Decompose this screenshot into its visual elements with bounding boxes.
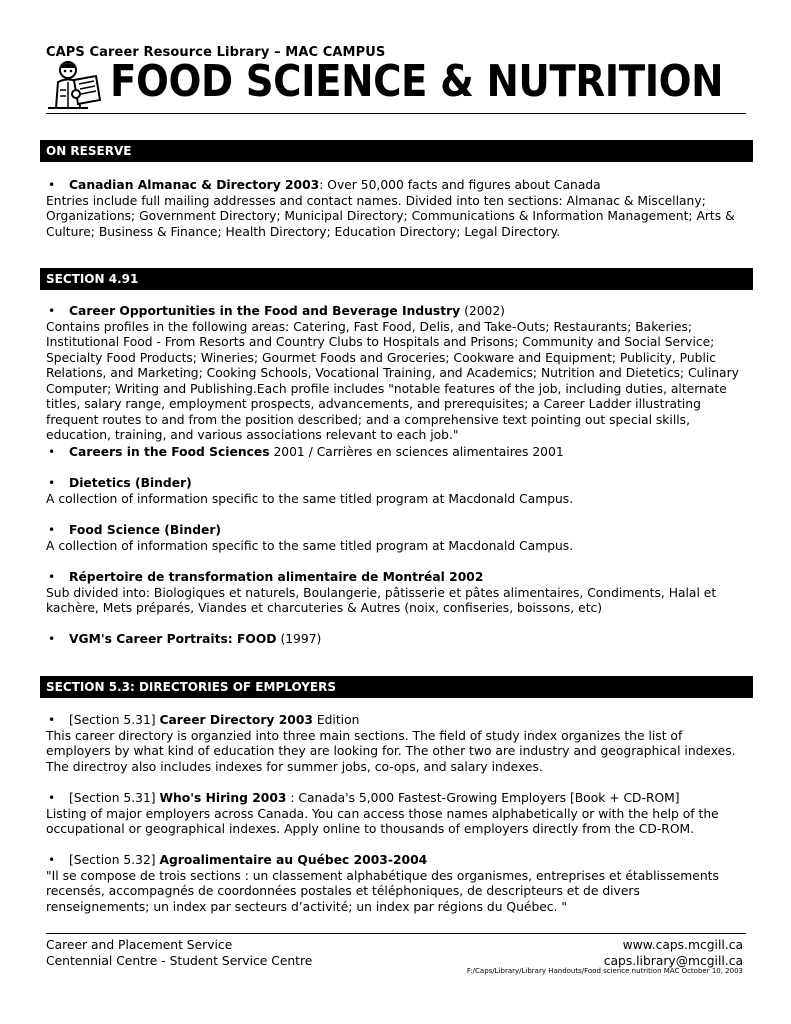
footer-divider xyxy=(46,933,746,934)
title-divider xyxy=(46,113,746,114)
item-title: Career Directory 2003 xyxy=(159,713,313,727)
item-description: Sub divided into: Biologiques et naturels, Boulangerie, pâtisserie et pâtes alimentaires, Condiments, Halal et kachère, Mets préparés, Viandes et charcuteries & Autres (noix, confiseries, boissons, etc) xyxy=(46,585,717,615)
item-prefix: [Section 5.31] xyxy=(69,713,160,727)
item-description: Entries include full mailing addresses and contact names. Divided into ten sections: Almanac & Miscellany; Organizations; Government Directory; Municipal Directory; Communications & Information Management; Arts & Culture; Business & Finance; Health Directory; Education Directory; Legal Directory. xyxy=(46,193,735,239)
person-reading-book-icon xyxy=(44,58,104,110)
item-description: A collection of information specific to the same titled program at Macdonald Campus. xyxy=(46,538,574,553)
list-item xyxy=(46,853,746,915)
item-title: Répertoire de transformation alimentaire de Montréal 2002 xyxy=(69,570,484,584)
bullet-icon: • xyxy=(48,632,56,646)
item-prefix: [Section 5.31] xyxy=(69,791,160,805)
item-prefix: [Section 5.32] xyxy=(69,853,160,867)
footer-website-link[interactable]: www.caps.mcgill.ca xyxy=(622,938,743,952)
item-suffix: Edition xyxy=(312,713,360,727)
list-item xyxy=(46,476,746,507)
item-title: Career Opportunities in the Food and Beverage Industry xyxy=(69,304,461,318)
item-suffix: (1997) xyxy=(276,632,322,646)
item-title: Food Science (Binder) xyxy=(69,523,222,537)
section-heading-5-3: SECTION 5.3: DIRECTORIES OF EMPLOYERS xyxy=(40,676,753,698)
list-item xyxy=(46,713,746,775)
bullet-icon: • xyxy=(48,304,56,318)
section-heading-reserve: ON RESERVE xyxy=(40,140,753,162)
bullet-icon: • xyxy=(48,476,56,490)
bullet-icon: • xyxy=(48,570,56,584)
bullet-icon: • xyxy=(48,713,56,727)
item-title: Who's Hiring 2003 xyxy=(159,791,287,805)
footer-file-path: F:/Caps/Library/Library Handouts/Food science nutrition MAC October 10, 2003 xyxy=(466,967,743,975)
list-item xyxy=(46,632,746,648)
section-heading-4-91: SECTION 4.91 xyxy=(40,268,753,290)
item-suffix: : Canada's 5,000 Fastest-Growing Employers [Book + CD-ROM] xyxy=(286,791,680,805)
page-title: FOOD SCIENCE & NUTRITION xyxy=(110,56,724,107)
list-item xyxy=(46,445,746,461)
item-title: Canadian Almanac & Directory 2003 xyxy=(69,178,320,192)
list-item xyxy=(46,304,746,444)
list-item xyxy=(46,791,746,838)
bullet-icon: • xyxy=(48,791,56,805)
footer-right xyxy=(604,937,743,969)
item-suffix: (2002) xyxy=(460,304,505,318)
footer-service-name: Career and Placement Service xyxy=(46,938,233,952)
list-item xyxy=(46,178,746,240)
bullet-icon: • xyxy=(48,523,56,537)
bullet-icon: • xyxy=(48,853,56,867)
footer-left xyxy=(46,937,312,969)
item-title: Careers in the Food Sciences xyxy=(69,445,270,459)
item-description: This career directory is organzied into three main sections. The field of study index organizes the list of employers by what kind of education they are looking for. The other two are industry and geographical indexes. The directroy also includes indexes for summer jobs, co-ops, and salary indexes. xyxy=(46,728,736,774)
item-suffix: 2001 / Carrières en sciences alimentaires 2001 xyxy=(269,445,564,459)
library-line: CAPS Career Resource Library – MAC CAMPUS xyxy=(46,45,386,60)
footer-email-link[interactable]: caps.library@mcgill.ca xyxy=(603,954,743,968)
item-description: Contains profiles in the following areas: Catering, Fast Food, Delis, and Take-Outs; Restaurants; Bakeries; Institutional Food - From Resorts and Country Clubs to Hospitals and Prisons; Community and Social Service; Specialty Food Products; Wineries; Gourmet Foods and Groceries; Cookware and Equipment; Publicity, Public Relations, and Marketing; Cooking Schools, Vocational Training, and Academics; Nutrition and Dietetics; Culinary Computer; Writing and Publishing.Each profile includes "notable features of the job, including duties, alternate titles, salary range, employment prospects, advancements, and prerequisites; a Career Ladder illustrating frequent routes to and from the position described; and a comprehensive text pointing out special skills, education, training, and various associations relevant to each job." xyxy=(46,319,739,442)
bullet-icon: • xyxy=(48,445,56,459)
item-description: "Il se compose de trois sections : un classement alphabétique des organismes, entreprises et établissements recensés, accompagnés de coordonnées postales et téléphoniques, de descripteurs et de divers renseignements; un index par secteurs d’activité; un index par régions du Québec. " xyxy=(46,868,719,914)
item-description: Listing of major employers across Canada. You can access those names alphabetically or with the help of the occupational or geographical indexes. Apply online to thousands of employers directly from the CD-ROM. xyxy=(46,806,719,836)
footer-address: Centennial Centre - Student Service Centre xyxy=(46,954,313,968)
item-title: VGM's Career Portraits: FOOD xyxy=(69,632,277,646)
item-description: A collection of information specific to the same titled program at Macdonald Campus. xyxy=(46,491,574,506)
list-item xyxy=(46,570,746,617)
item-title: Dietetics (Binder) xyxy=(69,476,192,490)
item-title: Agroalimentaire au Québec 2003-2004 xyxy=(159,853,428,867)
item-suffix: : Over 50,000 facts and figures about Canada xyxy=(319,178,601,192)
bullet-icon: • xyxy=(48,178,56,192)
list-item xyxy=(46,523,746,554)
